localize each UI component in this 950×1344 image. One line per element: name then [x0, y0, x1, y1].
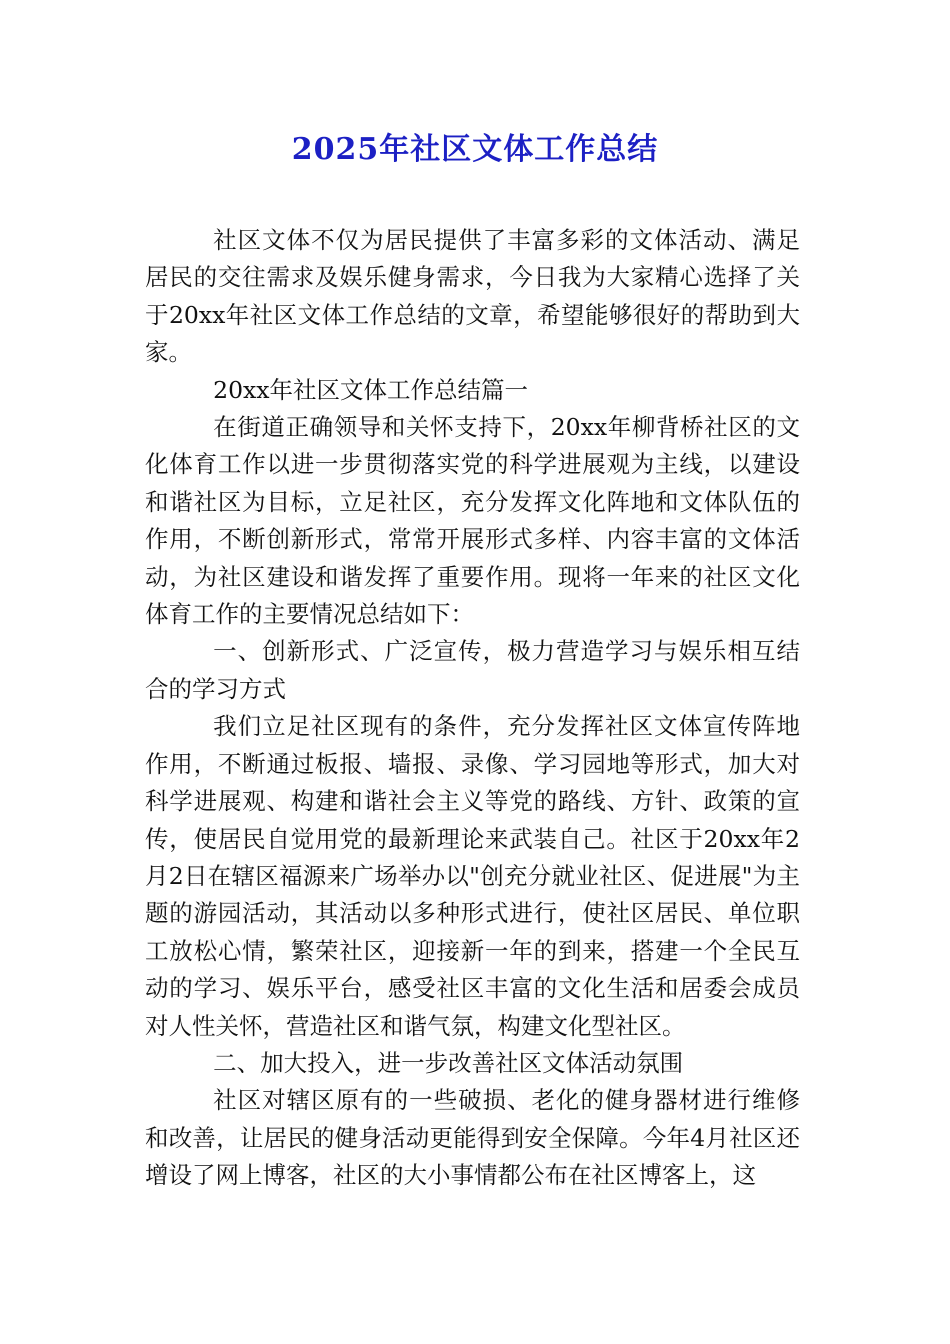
body-paragraph: 我们立足社区现有的条件，充分发挥社区文体宣传阵地作用，不断通过板报、墙报、录像、学习园地等形式，加大对科学进展观、构建和谐社会主义等党的路线、方针、政策的宣传，使居民自觉用党的最新理论来武装自己。社区于20xx年2月2日在辖区福源来广场举办以"创充分就业社区、促进展"为主题的游园活动，其活动以多种形式进行，使社区居民、单位职工放松心情，繁荣社区，迎接新一年的到来，搭建一个全民互动的学习、娱乐平台，感受社区丰富的文化生活和居委会成员对人性关怀，营造社区和谐气氛，构建文化型社区。 [145, 712, 800, 1040]
subsection-heading: 一、创新形式、广泛宣传，极力营造学习与娱乐相互结合的学习方式 [145, 637, 800, 703]
intro-paragraph: 社区文体不仅为居民提供了丰富多彩的文体活动、满足居民的交往需求及娱乐健身需求，今日我为大家精心选择了关于20xx年社区文体工作总结的文章，希望能够很好的帮助到大家。 [145, 226, 800, 367]
section-heading: 20xx年社区文体工作总结篇一 [213, 375, 529, 404]
subsection-heading: 二、加大投入，进一步改善社区文体活动氛围 [213, 1048, 684, 1077]
document-body [145, 222, 800, 1195]
body-paragraph: 社区对辖区原有的一些破损、老化的健身器材进行维修和改善，让居民的健身活动更能得到安全保障。今年4月社区还增设了网上博客，社区的大小事情都公布在社区博客上，这 [145, 1086, 800, 1190]
body-paragraph: 在街道正确领导和关怀支持下，20xx年柳背桥社区的文化体育工作以进一步贯彻落实党的科学进展观为主线，以建设和谐社区为目标，立足社区，充分发挥文化阵地和文体队伍的作用，不断创新形式，常常开展形式多样、内容丰富的文体活动，为社区建设和谐发挥了重要作用。现将一年来的社区文化体育工作的主要情况总结如下： [145, 413, 800, 629]
document-title: 2025年社区文体工作总结 [291, 132, 659, 167]
